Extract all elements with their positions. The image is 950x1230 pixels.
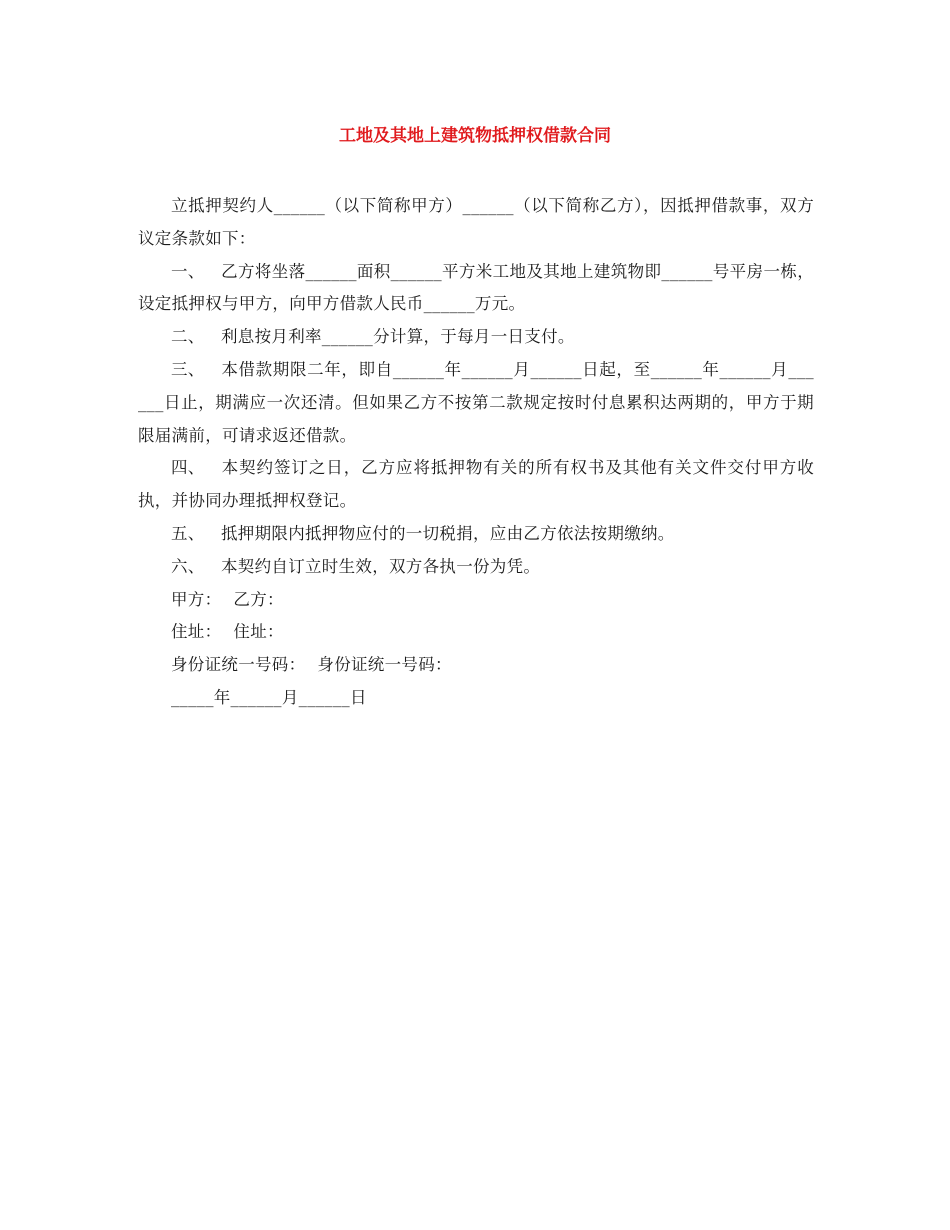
clause-number: 三、	[171, 359, 205, 379]
clause-text: 本契约签订之日，乙方应将抵押物有关的所有权书及其他有关文件交付甲方收执，并协同办理抵押权登记。	[138, 458, 814, 511]
address-row	[138, 616, 814, 649]
clause-number: 四、	[171, 458, 205, 478]
clause-text: 本契约自订立时生效，双方各执一份为凭。	[221, 556, 541, 576]
id-a-label: 身份证统一号码：	[171, 655, 306, 675]
document-title: 工地及其地上建筑物抵押权借款合同	[339, 126, 611, 146]
clause-number: 一、	[171, 261, 205, 281]
clause-1	[138, 256, 814, 322]
clause-2	[138, 321, 814, 354]
clause-3	[138, 354, 814, 452]
clause-text: 利息按月利率______分计算，于每月一日支付。	[221, 327, 575, 347]
clause-4	[138, 452, 814, 518]
address-a-label: 住址：	[171, 622, 222, 642]
clause-text: 抵押期限内抵押物应付的一切税捐，应由乙方依法按期缴纳。	[221, 523, 675, 543]
party-a-label: 甲方：	[171, 589, 222, 609]
intro-paragraph: 立抵押契约人______（以下简称甲方）______（以下简称乙方），因抵押借款事，双方议定条款如下：	[138, 196, 814, 248]
party-b-label: 乙方：	[233, 589, 284, 609]
id-b-label: 身份证统一号码：	[317, 655, 452, 675]
clause-5	[138, 518, 814, 551]
clause-number: 二、	[171, 327, 205, 347]
clause-number: 六、	[171, 556, 205, 576]
date-line: _____年______月______日	[171, 687, 367, 707]
id-row	[138, 649, 814, 682]
clause-text: 本借款期限二年，即自______年______月______日起，至______年______月______日止，期满应一次还清。但如果乙方不按第二款规定按时付息累积达两期的，甲方于期限届满前，可请求返还借款。	[138, 359, 814, 445]
clause-number: 五、	[171, 523, 205, 543]
address-b-label: 住址：	[233, 622, 284, 642]
document-body	[138, 190, 814, 715]
party-row	[138, 584, 814, 617]
clause-text: 乙方将坐落______面积______平方米工地及其地上建筑物即______号平房一栋，设定抵押权与甲方，向甲方借款人民币______万元。	[138, 261, 814, 314]
clause-6	[138, 551, 814, 584]
